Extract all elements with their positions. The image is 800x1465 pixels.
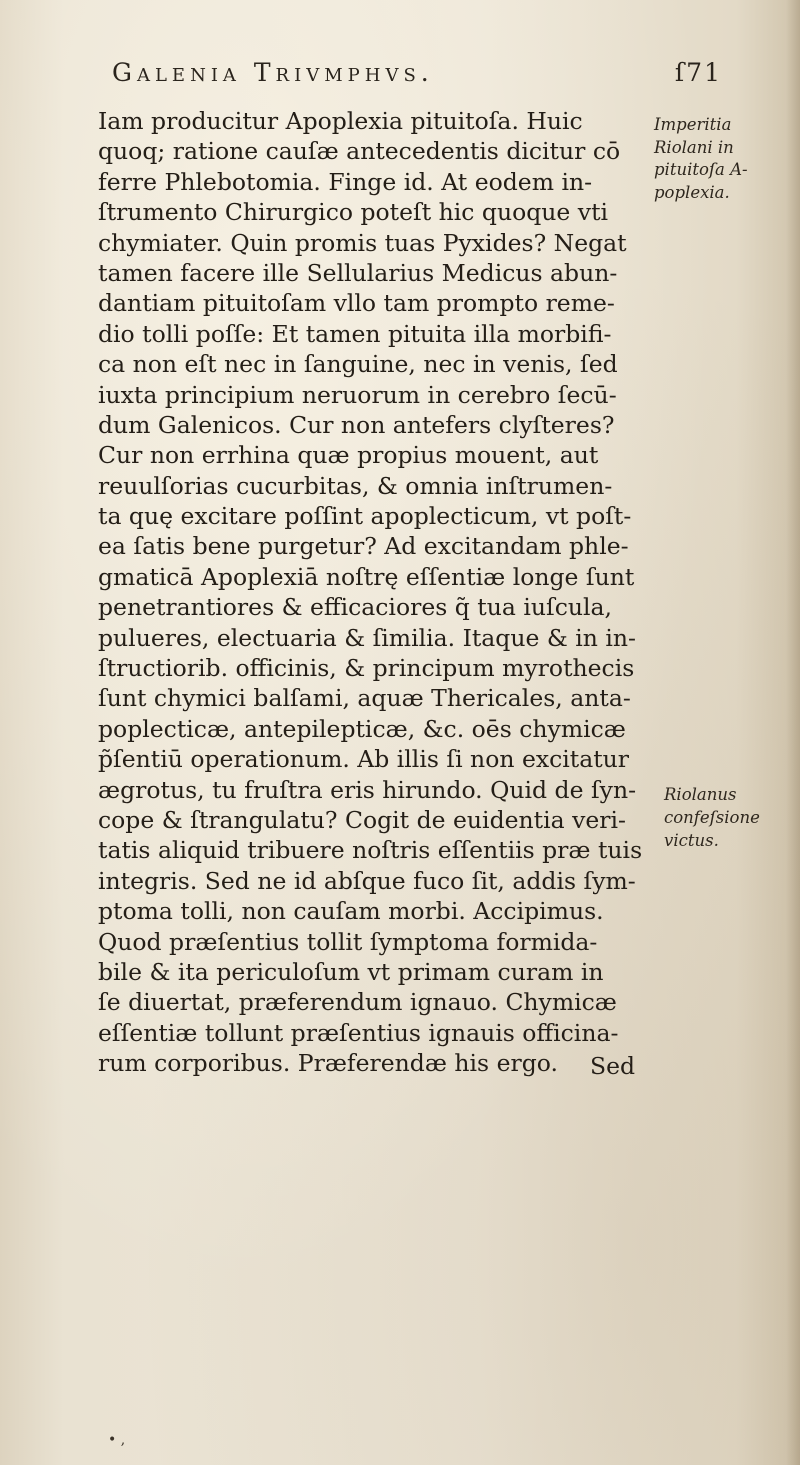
margin-note-line: victus. <box>664 831 719 850</box>
text-line: gmaticā Apoplexiā noſtrę eſſentiæ longe ſunt <box>98 562 635 591</box>
margin-note-riolanus <box>664 783 760 852</box>
text-line: Cur non errhina quæ propius mouent, aut <box>98 441 599 470</box>
text-line: bile & ita periculoſum vt primam curam in <box>98 957 604 986</box>
margin-note-imperitia <box>654 114 748 204</box>
text-line: ta quę excitare poſſint apoplecticum, vt poſt- <box>98 502 632 531</box>
page-number: ſ71 <box>674 58 722 87</box>
text-line: ca non eſt nec in ſanguine, nec in venis, ſed <box>98 350 618 379</box>
text-line: ſtructiorib. officinis, & principum myrothecis <box>98 654 635 683</box>
page-header <box>112 58 722 98</box>
text-line: quoq; ratione cauſæ antecedentis dicitur cō <box>98 137 621 166</box>
text-line: Quod præſentius tollit ſymptoma formida- <box>98 927 598 956</box>
margin-note-line: confeſsione <box>664 808 760 827</box>
text-line: eſſentiæ tollunt præſentius ignauis officina- <box>98 1018 619 1047</box>
text-line: poplecticæ, antepilepticæ, &c. oēs chymicæ <box>98 714 626 743</box>
margin-note-line: pituitoſa A- <box>654 160 748 179</box>
text-line: integris. Sed ne id abſque fuco ſit, addis ſym- <box>98 866 636 895</box>
text-line: dum Galenicos. Cur non antefers clyſteres? <box>98 410 615 439</box>
text-line: chymiater. Quin promis tuas Pyxides? Negat <box>98 228 627 257</box>
text-line: tatis aliquid tribuere noſtris eſſentiis præ tuis <box>98 836 643 865</box>
text-line: ea ſatis bene purgetur? Ad excitandam phle- <box>98 532 629 561</box>
text-line: ferre Phlebotomia. Finge id. At eodem in- <box>98 167 593 196</box>
text-line: tamen facere ille Sellularius Medicus abun- <box>98 258 618 287</box>
text-line: pulueres, electuaria & ſimilia. Itaque & in in- <box>98 623 636 652</box>
text-line: penetrantiores & efficaciores q̃ tua iuſcula, <box>98 593 612 622</box>
margin-note-line: Imperitia <box>654 115 732 134</box>
text-line: Iam producitur Apoplexia pituitoſa. Huic <box>98 107 583 135</box>
catchword: Sed <box>590 1052 636 1080</box>
text-line: iuxta principium neruorum in cerebro ſecū- <box>98 380 617 409</box>
text-line: reuulſorias cucurbitas, & omnia inſtrumen- <box>98 471 613 500</box>
text-line: ægrotus, tu fruſtra eris hirundo. Quid de ſyn- <box>98 775 637 804</box>
text-line: ſtrumento Chirurgico poteſt hic quoque vti <box>98 198 609 227</box>
text-line: dio tolli poſſe: Et tamen pituita illa morbifi- <box>98 319 612 348</box>
text-line: cope & ſtrangulatu? Cogit de euidentia veri- <box>98 805 626 834</box>
text-line: ſunt chymici balſami, aquæ Thericales, anta- <box>98 684 631 713</box>
running-title: Galenia Trivmphvs. <box>112 58 434 87</box>
margin-note-line: poplexia. <box>654 182 730 202</box>
main-text-block <box>98 106 658 1079</box>
text-line: dantiam pituitoſam vllo tam prompto reme- <box>98 289 615 318</box>
page-edge-shadow <box>786 0 800 1465</box>
text-line: ſe diuertat, præferendum ignauo. Chymicæ <box>98 988 617 1017</box>
footer-mark: • , <box>108 1432 126 1448</box>
margin-note-line: Riolanus <box>664 785 737 804</box>
text-line: rum corporibus. Præferendæ his ergo. <box>98 1049 558 1078</box>
text-line: p̃ſentiū operationum. Ab illis ſi non excitatur <box>98 745 630 774</box>
text-line: ptoma tolli, non cauſam morbi. Accipimus. <box>98 897 604 926</box>
margin-note-line: Riolani in <box>654 137 734 157</box>
